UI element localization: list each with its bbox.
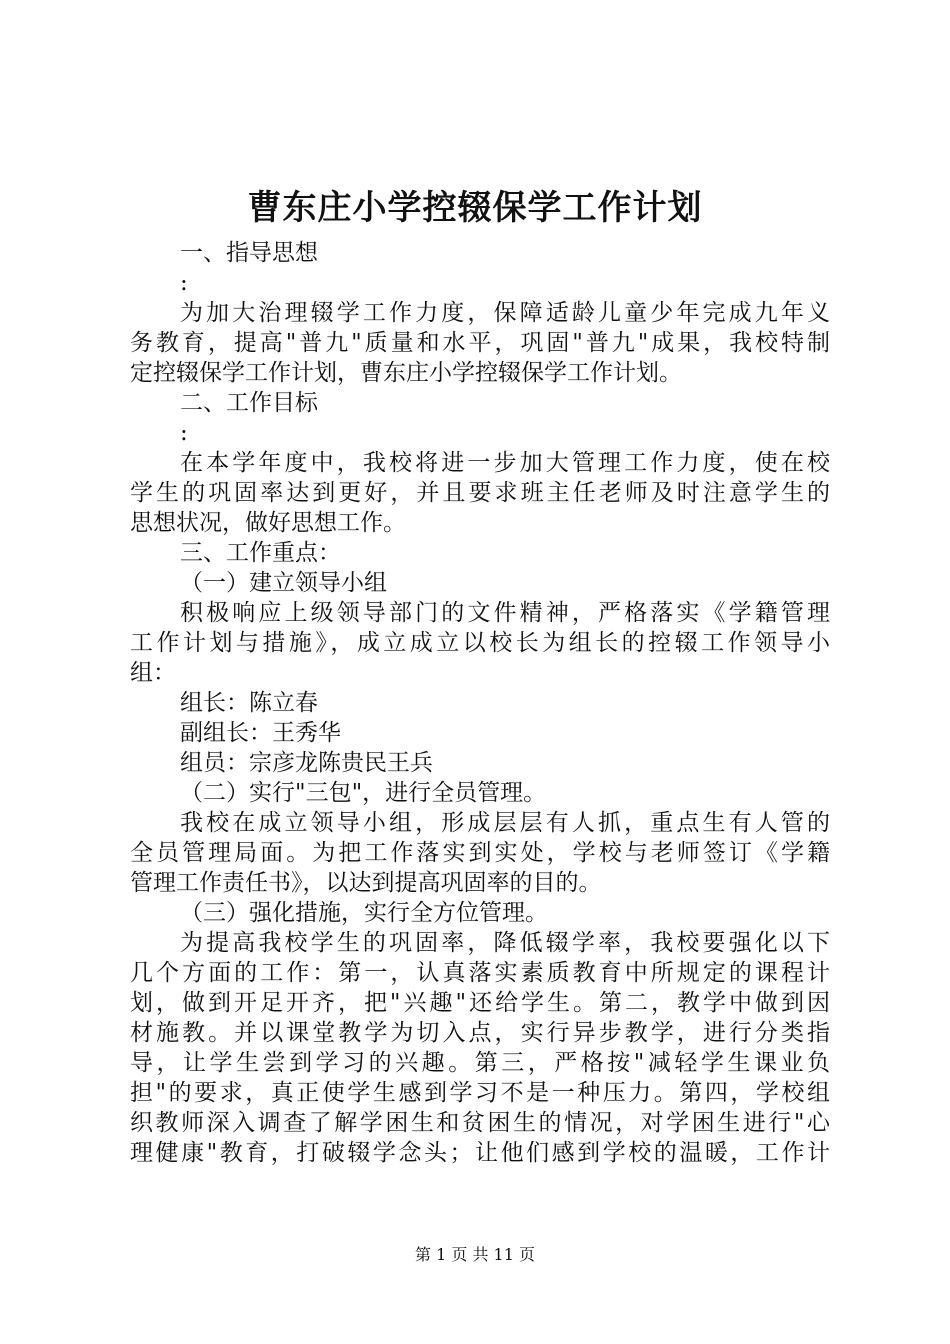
text-line: 一、指导思想 [180, 240, 318, 266]
text-line: 材施教。并以课堂教学为切入点，实行异步教学，进行分类指 [130, 1020, 830, 1046]
text-line: 担"的要求，真正使学生感到学习不是一种压力。第四，学校组 [130, 1080, 830, 1106]
text-line: 工作计划与措施》，成立成立以校长为组长的控辍工作领导小 [130, 630, 830, 656]
text-line: 组长：陈立春 [180, 690, 318, 716]
text-line: 学生的巩固率达到更好，并且要求班主任老师及时注意学生的 [130, 480, 830, 506]
text-line: 副组长：王秀华 [180, 720, 341, 746]
text-line: 导，让学生尝到学习的兴趣。第三，严格按"减轻学生课业负 [130, 1050, 830, 1076]
page-number-footer: 第 1 页 共 11 页 [415, 1245, 535, 1264]
text-line: （二）实行"三包"，进行全员管理。 [180, 780, 547, 806]
text-line: 三、工作重点： [180, 540, 341, 566]
text-line: 几个方面的工作：第一，认真落实素质教育中所规定的课程计 [130, 960, 830, 986]
text-line: （一）建立领导小组 [180, 570, 387, 596]
text-line: : [180, 420, 188, 446]
text-line: : [180, 270, 188, 296]
text-line: 务教育，提高"普九"质量和水平，巩固"普九"成果，我校特制 [130, 330, 830, 356]
text-line: 我校在成立领导小组，形成层层有人抓，重点生有人管的 [180, 810, 830, 836]
text-line: 为加大治理辍学工作力度，保障适龄儿童少年完成九年义 [180, 300, 830, 326]
text-line: 在本学年度中，我校将进一步加大管理工作力度，使在校 [180, 450, 830, 476]
text-line: 组员：宗彦龙陈贵民王兵 [180, 750, 433, 776]
text-line: 组： [130, 660, 176, 686]
text-line: 思想状况，做好思想工作。 [130, 510, 406, 536]
text-line: 织教师深入调查了解学困生和贫困生的情况，对学困生进行"心 [130, 1110, 830, 1136]
text-line: 积极响应上级领导部门的文件精神，严格落实《学籍管理 [180, 600, 830, 626]
text-line: 二、工作目标 [180, 390, 318, 416]
text-line: 定控辍保学工作计划，曹东庄小学控辍保学工作计划。 [130, 360, 682, 386]
text-line: 理健康"教育，打破辍学念头；让他们感到学校的温暖，工作计 [130, 1140, 830, 1166]
text-line: 为提高我校学生的巩固率，降低辍学率，我校要强化以下 [180, 930, 830, 956]
document-title: 曹东庄小学控辍保学工作计划 [247, 188, 703, 228]
text-line: 划，做到开足开齐，把"兴趣"还给学生。第二，教学中做到因 [130, 990, 830, 1016]
text-line: 全员管理局面。为把工作落实到实处，学校与老师签订《学籍 [130, 840, 830, 866]
text-line: 管理工作责任书》，以达到提高巩固率的目的。 [130, 870, 602, 896]
text-line: （三）强化措施，实行全方位管理。 [180, 900, 548, 926]
document-body [130, 238, 830, 1168]
